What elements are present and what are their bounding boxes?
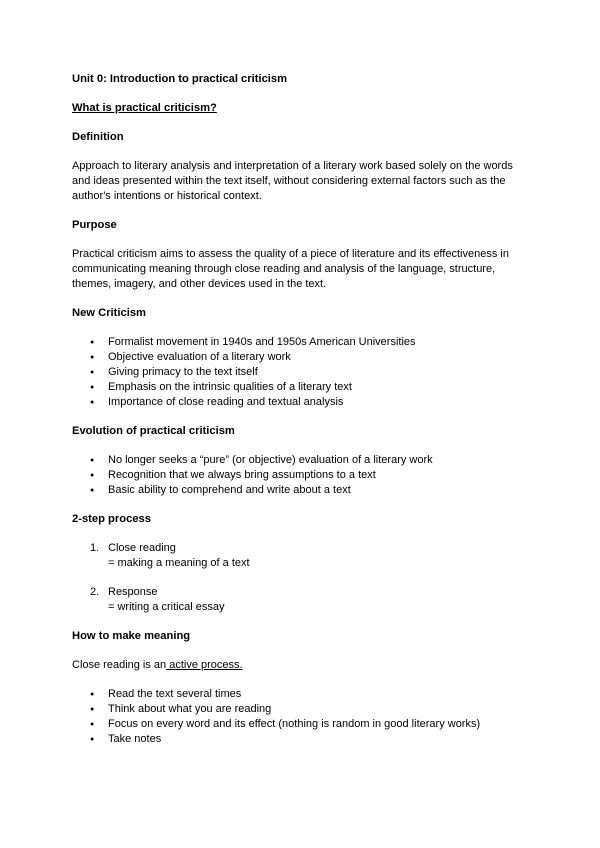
- list-item: ● Giving primacy to the text itself: [72, 365, 532, 380]
- list-item: ● Objective evaluation of a literary work: [72, 350, 532, 365]
- list-item: ● Emphasis on the intrinsic qualities of a literary text: [72, 380, 532, 395]
- purpose-heading: Purpose: [72, 219, 117, 231]
- list-item: ● Basic ability to comprehend and write about a text: [72, 483, 532, 498]
- page-title: Unit 0: Introduction to practical criticism: [72, 73, 288, 85]
- list-item: ● Focus on every word and its effect (nothing is random in good literary works): [72, 717, 532, 732]
- definition-heading: Definition: [72, 131, 124, 143]
- step-label: Close reading: [108, 542, 176, 554]
- process-steps: [72, 541, 532, 615]
- new-criticism-list: [72, 335, 532, 410]
- main-heading: What is practical criticism?: [72, 102, 217, 114]
- list-item: ● No longer seeks a “pure” (or objective) evaluation of a literary work: [72, 453, 532, 468]
- step-number: 1.: [90, 542, 100, 554]
- process-step: [72, 541, 532, 571]
- step-detail: = writing a critical essay: [108, 601, 225, 613]
- step-detail: = making a meaning of a text: [108, 557, 250, 569]
- step-number: 2.: [90, 586, 100, 598]
- list-item: ● Formalist movement in 1940s and 1950s American Universities: [72, 335, 532, 350]
- step-label: Response: [108, 586, 158, 598]
- new-criticism-heading: New Criticism: [72, 307, 146, 319]
- list-item: ● Take notes: [72, 732, 532, 747]
- evolution-heading: Evolution of practical criticism: [72, 425, 235, 437]
- process-step: [72, 585, 532, 615]
- meaning-list: [72, 687, 532, 747]
- document-content: [72, 72, 532, 761]
- meaning-intro-emphasis: active process.: [166, 659, 243, 671]
- definition-text: Approach to literary analysis and interpretation of a literary work based solely on the words and ideas presented within the text itself, without considering external factors such as the author's intentions or historical context.: [72, 160, 513, 202]
- purpose-text: Practical criticism aims to assess the quality of a piece of literature and its effectiveness in communicating meaning through close reading and analysis of the language, structure, themes, imagery, and other devices used in the text.: [72, 248, 509, 290]
- process-heading: 2-step process: [72, 513, 151, 525]
- meaning-heading: How to make meaning: [72, 630, 191, 642]
- meaning-intro-text: Close reading is an: [72, 659, 167, 671]
- list-item: ● Importance of close reading and textual analysis: [72, 395, 532, 410]
- list-item: ● Read the text several times: [72, 687, 532, 702]
- meaning-intro: [72, 658, 532, 673]
- list-item: ● Think about what you are reading: [72, 702, 532, 717]
- list-item: ● Recognition that we always bring assumptions to a text: [72, 468, 532, 483]
- evolution-list: [72, 453, 532, 498]
